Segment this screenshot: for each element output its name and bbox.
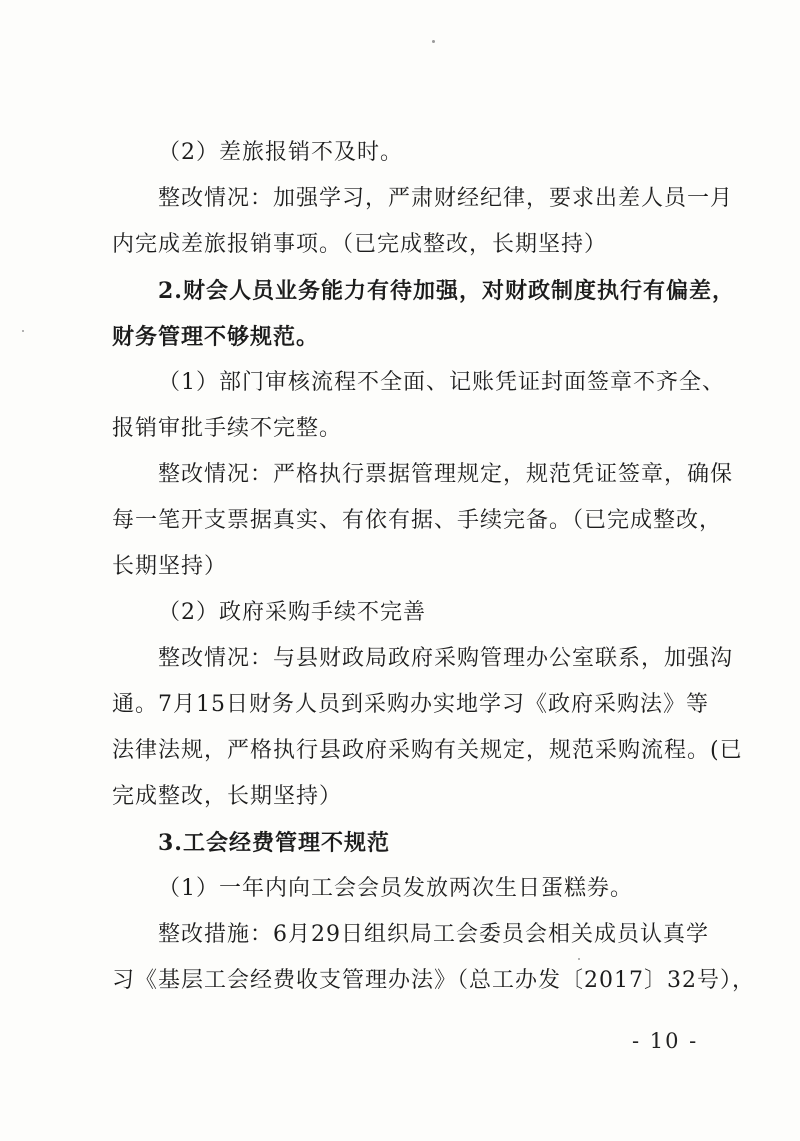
text-line: 习《基层工会经费收支管理办法》（总工办发〔2017〕32号）， (112, 968, 755, 993)
text-line: 整改措施：6月29日组织局工会委员会相关成员认真学 (158, 922, 709, 947)
text-line: 完成整改，长期坚持） (112, 784, 343, 809)
text-line: 法律法规，严格执行县政府采购有关规定，规范采购流程。(已 (112, 738, 743, 763)
page-number: - 10 - (632, 1029, 699, 1053)
scan-speck (22, 330, 24, 332)
text-line: 整改情况：加强学习，严肃财经纪律，要求出差人员一月 (158, 186, 734, 211)
text-line: （2）政府采购手续不完善 (158, 600, 426, 625)
text-line: 长期坚持） (112, 554, 228, 579)
section-heading: 2.财会人员业务能力有待加强，对财政制度执行有偏差， (158, 278, 735, 304)
section-heading: 财务管理不够规范。 (112, 324, 320, 350)
scan-speck (432, 40, 435, 43)
text-line: （1）一年内向工会会员发放两次生日蛋糕券。 (158, 876, 633, 901)
scan-speck (578, 958, 580, 960)
text-line: 通。7月15日财务人员到采购办实地学习《政府采购法》等 (112, 692, 709, 717)
text-line: 内完成差旅报销事项。（已完成整改，长期坚持） (112, 232, 608, 257)
text-line: （2）差旅报销不及时。 (158, 140, 403, 165)
text-line: 报销审批手续不完整。 (112, 416, 343, 441)
text-line: 整改情况：与县财政局政府采购管理办公室联系，加强沟 (158, 646, 734, 671)
section-heading: 3.工会经费管理不规范 (158, 830, 390, 856)
text-line: 每一笔开支票据真实、有依有据、手续完备。（已完成整改， (112, 508, 723, 533)
text-line: 整改情况：严格执行票据管理规定，规范凭证签章，确保 (158, 462, 734, 487)
text-line: （1）部门审核流程不全面、记账凭证封面签章不齐全、 (158, 370, 725, 395)
